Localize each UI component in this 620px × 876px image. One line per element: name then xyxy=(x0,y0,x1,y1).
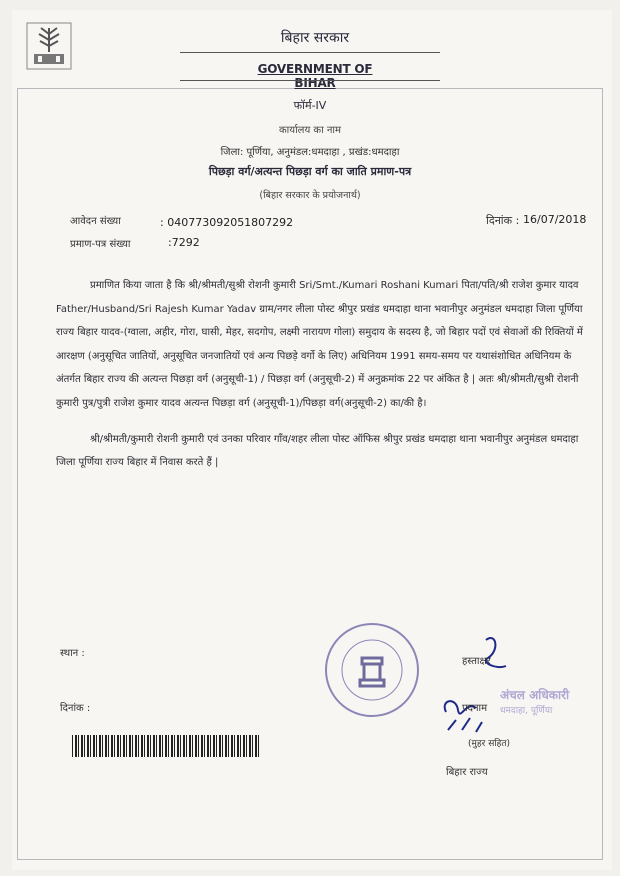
state-label: बिहार राज्य xyxy=(446,767,488,778)
header-divider xyxy=(180,80,440,81)
header-hindi: बिहार सरकार xyxy=(280,30,350,46)
office-address: जिला: पूर्णिया, अनुमंडल:धमदाहा , प्रखंड:धमदाहा xyxy=(220,147,400,158)
certificate-number-value: :7292 xyxy=(168,236,200,249)
certificate-number-label: प्रमाण-पत्र संख्या xyxy=(70,239,131,250)
office-name: कार्यालय का नाम xyxy=(279,125,341,136)
application-number-label: आवेदन संख्या xyxy=(70,216,121,227)
officer-stamp xyxy=(500,686,586,722)
bihar-emblem-icon xyxy=(26,22,72,70)
stamp-line-1: अंचल अधिकारी xyxy=(500,688,570,702)
certificate-title: पिछड़ा वर्ग/अत्यन्त पिछड़ा वर्ग का जाति प्रमाण-पत्र xyxy=(208,165,412,178)
header-divider xyxy=(180,52,440,53)
seal-label: (मुहर सहित) xyxy=(468,739,511,749)
body-paragraph-1: प्रमाणित किया जाता है कि श्री/श्रीमती/सुश्री रोशनी कुमारी Sri/Smt./Kumari Roshani Kumari पिता/पति/श्री राजेश कुमार यादव Father/Husband/Sri Rajesh Kumar Yadav ग्राम/नगर लीला पोस्ट श्रीपुर प्रखंड धमदाहा थाना भवानीपुर अनुमंडल धमदाहा जिला पूर्णिया राज्य बिहार यादव-(ग्वाला, अहीर, गोरा, घासी, मेहर, सदगोप, लक्ष्मी नारायण गोला) समुदाय के सदस्य है, जो बिहार पदों एवं सेवाओं की रिक्तियों में आरक्षण (अनुसूचित जातियों, अनुसूचित जनजातियों एवं अन्य पिछड़े वर्गो के लिए) अधिनियम 1991 समय-समय पर यथासंशोधित अधिनियम के अंतर्गत बिहार राज्य की अत्यन्त पिछड़ा वर्ग (अनुसूची-1) / पिछड़ा वर्ग (अनुसूची-2) में अनुक्रमांक 22 पर अंकित है | अतः श्री/श्रीमती/सुश्री रोशनी कुमारी पुत्र/पुत्री राजेश कुमार यादव अत्यन्त पिछड़ा वर्ग (अनुसूची-1)/पिछड़ा वर्ग(अनुसूची-2) का/की है। xyxy=(56,280,583,409)
signature-label: हस्ताक्षर xyxy=(462,656,491,667)
body-paragraph-2: श्री/श्रीमती/कुमारी रोशनी कुमारी एवं उनका परिवार गाँव/शहर लीला पोस्ट ऑफिस श्रीपुर प्रखंड धमदाहा थाना भवानीपुर अनुमंडल धमदाहा जिला पूर्णिया राज्य बिहार में निवास करते हैं | xyxy=(56,433,579,469)
date-value: 16/07/2018 xyxy=(523,213,587,226)
certificate-subtitle: (बिहार सरकार के प्रयोजनार्थ) xyxy=(259,190,361,201)
header-english: GOVERNMENT OF BIHAR xyxy=(257,62,373,90)
place-label: स्थान : xyxy=(60,648,85,659)
date-label: दिनांक : xyxy=(486,214,520,227)
date-footer-label: दिनांक : xyxy=(60,703,91,714)
official-seal-icon xyxy=(322,620,422,720)
form-number: फॉर्म-IV xyxy=(293,99,327,112)
barcode xyxy=(72,735,260,757)
certificate-body xyxy=(56,274,592,475)
stamp-line-2: धमदाहा, पूर्णिया xyxy=(500,706,553,716)
designation-label: पदनाम xyxy=(462,703,488,714)
application-number-value: : 040773092051807292 xyxy=(160,216,294,229)
